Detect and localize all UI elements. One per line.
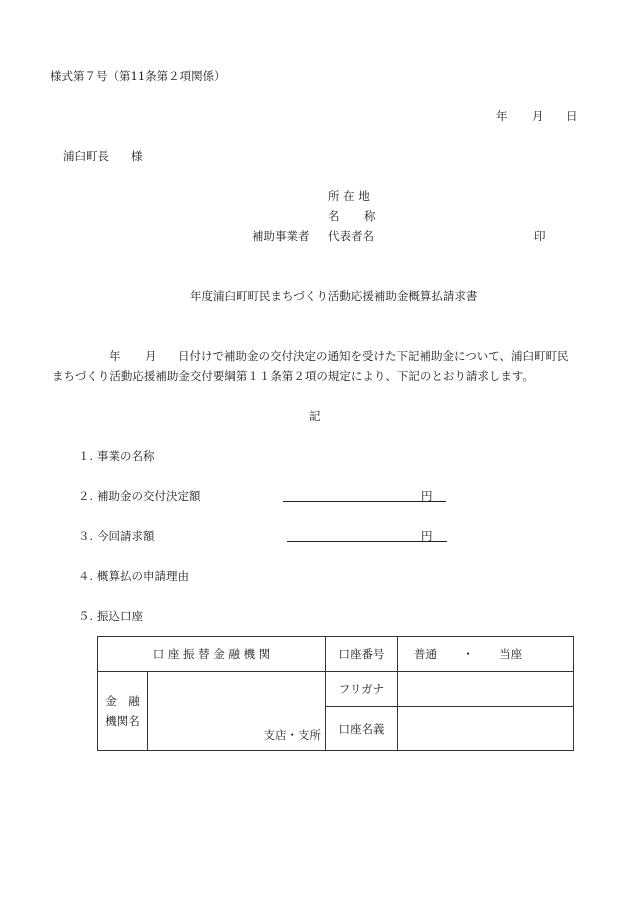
- representative-label: 代表者名: [328, 229, 374, 243]
- institution-name-cell[interactable]: [148, 672, 326, 751]
- item-3-number: ３.: [78, 529, 94, 543]
- item-1-label: 事業の名称: [97, 449, 155, 463]
- branch-label: 支店・支所: [263, 728, 321, 742]
- furigana-input-cell[interactable]: [398, 672, 574, 707]
- account-number-label: 口座番号: [338, 647, 385, 661]
- addressee-honorific: 様: [131, 149, 143, 163]
- institution-label-cell: [98, 672, 148, 751]
- bank-header-cell: [98, 637, 326, 672]
- bank-account-table: [97, 636, 574, 751]
- address-label: 所 在 地: [328, 189, 370, 203]
- item-3-label: 今回請求額: [97, 529, 155, 543]
- account-number-label-cell: [326, 637, 398, 672]
- item-5-number: ５.: [78, 609, 94, 623]
- date-month: 月: [532, 109, 544, 123]
- seal-mark: 印: [534, 229, 546, 243]
- body-line2-text: まちづくり活動応援補助金交付要綱第１１条第２項の規定により、下記のとおり請求します。: [52, 369, 534, 383]
- account-name-label-cell: [326, 707, 398, 751]
- account-name-input-cell[interactable]: [398, 707, 574, 751]
- item-1-number: １.: [78, 449, 94, 463]
- date-day: 日: [566, 109, 578, 123]
- body-year: 年: [109, 349, 121, 363]
- account-type-current[interactable]: 当座: [499, 647, 523, 661]
- item-4-number: ４.: [78, 569, 94, 583]
- account-type-ordinary[interactable]: 普通: [414, 647, 437, 661]
- item-5-label: 振込口座: [97, 609, 143, 623]
- furigana-label: フリガナ: [338, 682, 385, 696]
- furigana-label-cell: [326, 672, 398, 707]
- form-number: 様式第７号（第11条第２項関係）: [50, 69, 226, 83]
- account-name-label: 口座名義: [338, 721, 385, 736]
- body-line1-text: 日付けで補助金の交付決定の通知を受けた下記補助金について、浦臼町町民: [178, 349, 569, 363]
- document-title: 年度浦臼町町民まちづくり活動応援補助金概算払請求書: [190, 289, 478, 303]
- bank-header-label: 口 座 振 替 金 融 機 関: [152, 647, 271, 661]
- institution-label-line1: 金 融: [105, 694, 140, 708]
- item-3-unit: 円: [421, 529, 433, 543]
- item-4-label: 概算払の申請理由: [97, 569, 189, 583]
- item-2-unit: 円: [421, 489, 433, 503]
- name-label-2: 称: [364, 209, 376, 223]
- role-label: 補助事業者: [252, 229, 310, 243]
- item-2-number: ２.: [78, 489, 94, 503]
- body-month: 月: [145, 349, 157, 363]
- item-2-label: 補助金の交付決定額: [97, 489, 201, 503]
- ki-heading: 記: [309, 409, 321, 423]
- date-year: 年: [496, 109, 508, 123]
- account-type-separator: ・: [462, 647, 474, 661]
- institution-label-line2: 機関名: [105, 714, 140, 728]
- account-type-cell[interactable]: [398, 637, 574, 672]
- addressee-name: 浦臼町長: [63, 149, 109, 163]
- name-label-1: 名: [328, 209, 340, 223]
